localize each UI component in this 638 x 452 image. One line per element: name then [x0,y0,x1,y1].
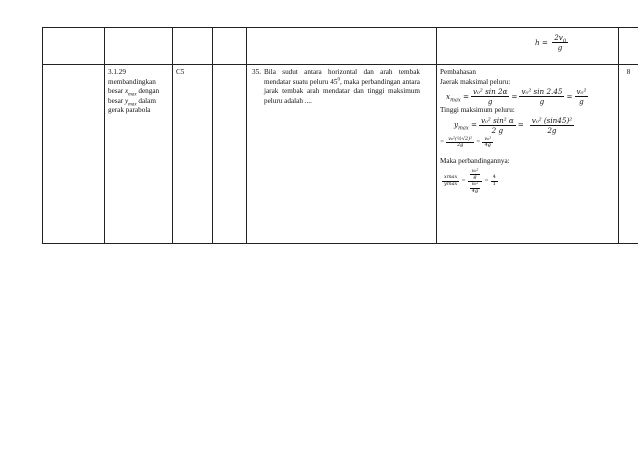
height-equation: $y_{max}$ = $\frac{\text{v₀² sin² α}}{2 g}$ = $\frac{\text{v₀² (sin45)²}}{2g}$ [454,115,573,135]
cell-top-formula [437,28,619,65]
ratio-equation: $\frac{xmax}{ymax}$ = $\frac{\frac{\text{v₀²}}{g}}{\frac{\text{v₀²}}{4g}}$ = $\frac{4}{1}$ [444,167,496,194]
top-formula: h = $\frac{2v_0}{g}$ [534,33,567,52]
table-row-question-35 [43,65,638,244]
cell-cognitive-level [173,65,213,244]
question-text: Bila sudut antara horizontal dan arah tembak mendatar suatu peluru $45^0$, maka perbandingan antara jarak tembak arah mendatar dan tinggi maksimum peluru adalah .... [264,68,420,105]
cell-solution [437,65,619,244]
range-equation: $x_{max}$ = $\frac{\text{v₀² sin 2α}}{g}$ = $\frac{\text{v₀² sin 2.45}}{g}$ = $\frac{\text{v₀²}}{g}$ [446,87,587,106]
cell-blank-5 [247,28,437,65]
question-number: 35. [252,68,261,76]
height-equation-simplified: = $\frac{\text{v₀²(½√2)²}}{2g}$ = $\frac{\text{v₀²}}{4g}$ [440,135,492,149]
question-table [42,27,638,244]
height-label: Tinggi maksimum peluru: [440,106,515,114]
range-label: Jaerak maksimal peluru: [440,77,511,86]
score-value: 8 [626,68,631,76]
cell-blank-3 [173,28,213,65]
cognitive-level: C5 [176,68,185,76]
cell-question [247,65,437,244]
cell-score [619,65,638,244]
cell-empty-first [43,65,105,244]
solution-heading: Pembahasan [440,68,476,76]
indicator-code: 3.1.29 [108,68,126,76]
indicator-text: membandingkan besar $x_{max}$ dengan besar $y_{max}$ dalam gerak parabola [108,77,160,114]
cell-indicator [105,65,173,244]
table-row-continued [43,28,638,65]
cell-blank-1 [43,28,105,65]
cell-empty-4 [213,65,247,244]
cell-blank-2 [105,28,173,65]
cell-blank-4 [213,28,247,65]
ratio-label: Maka perbandingannya: [440,157,510,165]
cell-blank-7 [619,28,638,65]
